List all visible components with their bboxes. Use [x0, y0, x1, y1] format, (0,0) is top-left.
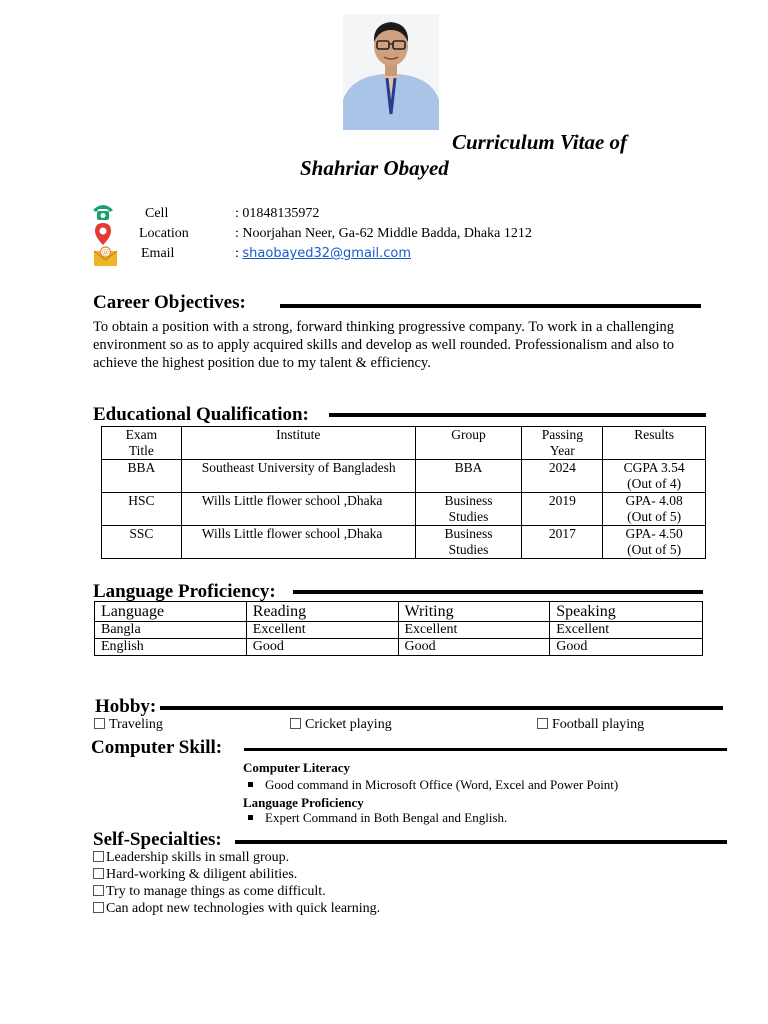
institute-cell: Southeast University of Bangladesh	[181, 460, 415, 493]
profile-photo-image	[343, 14, 439, 130]
career-text: To obtain a position with a strong, forward thinking progressive company. To work in a challenging environment so as to apply acquired skills and develop as well rounded. Professionalism and also to achieve the highest position due to my talent & efficiency.	[93, 319, 674, 371]
location-value: : Noorjahan Neer, Ga-62 Middle Badda, Dhaka 1212	[235, 226, 532, 241]
column-header: Reading	[246, 602, 398, 622]
career-divider	[280, 304, 701, 308]
list-item: Football playing	[537, 717, 644, 733]
list-item: Leadership skills in small group.	[93, 850, 289, 866]
profile-photo	[343, 14, 439, 130]
hobby-divider	[160, 706, 723, 710]
group-cell: BBA	[415, 460, 522, 493]
table-cell: Excellent	[398, 622, 550, 639]
table-row	[95, 622, 703, 639]
table-cell: Excellent	[246, 622, 398, 639]
education-heading: Educational Qualification:	[93, 404, 309, 425]
education-table	[101, 426, 706, 559]
table-header-row	[102, 427, 706, 460]
table-row	[95, 639, 703, 656]
language-heading: Language Proficiency:	[93, 581, 276, 602]
checkbox-icon	[93, 902, 104, 913]
column-header: Group	[415, 427, 522, 460]
hobby-heading: Hobby:	[95, 696, 157, 717]
column-header: Speaking	[550, 602, 703, 622]
table-cell: Good	[246, 639, 398, 656]
checkbox-icon	[94, 718, 105, 729]
table-cell: Bangla	[95, 622, 247, 639]
column-header: Exam Title	[102, 427, 182, 460]
exam-cell: BBA	[102, 460, 182, 493]
list-item: Try to manage things as come difficult.	[93, 884, 326, 900]
exam-cell: SSC	[102, 526, 182, 559]
table-row	[102, 493, 706, 526]
column-header: Writing	[398, 602, 550, 622]
list-item: Good command in Microsoft Office (Word, Excel and Power Point)	[248, 777, 618, 793]
email-link[interactable]: shaobayed32@gmail.com	[242, 246, 412, 261]
institute-cell: Wills Little flower school ,Dhaka	[181, 493, 415, 526]
table-cell: Excellent	[550, 622, 703, 639]
language-table	[94, 601, 703, 656]
result-cell: GPA- 4.50 (Out of 5)	[603, 526, 706, 559]
education-divider	[329, 413, 706, 417]
group-cell: Business Studies	[415, 493, 522, 526]
cell-value: : 01848135972	[235, 206, 320, 221]
year-cell: 2024	[522, 460, 603, 493]
bullet-icon	[248, 782, 253, 787]
column-header: Results	[603, 427, 706, 460]
location-label: Location	[139, 226, 189, 241]
table-row	[102, 526, 706, 559]
email-label: Email	[141, 246, 175, 261]
email-colon: :	[235, 246, 243, 261]
cv-title-name: Shahriar Obayed	[300, 156, 449, 180]
exam-cell: HSC	[102, 493, 182, 526]
table-cell: Good	[550, 639, 703, 656]
career-heading: Career Objectives:	[93, 292, 246, 313]
list-item: Hard-working & diligent abilities.	[93, 867, 297, 883]
svg-text:@: @	[102, 248, 109, 257]
result-cell: CGPA 3.54 (Out of 4)	[603, 460, 706, 493]
computer-skill-divider	[244, 748, 727, 751]
column-header: Passing Year	[522, 427, 603, 460]
table-header-row	[95, 602, 703, 622]
column-header: Language	[95, 602, 247, 622]
column-header: Institute	[181, 427, 415, 460]
checkbox-icon	[93, 851, 104, 862]
group-cell: Business Studies	[415, 526, 522, 559]
specialties-divider	[235, 840, 727, 844]
computer-literacy-heading: Computer Literacy	[243, 760, 350, 775]
checkbox-icon	[290, 718, 301, 729]
checkbox-icon	[93, 885, 104, 896]
checkbox-icon	[93, 868, 104, 879]
language-proficiency-subheading: Language Proficiency	[243, 795, 364, 810]
checkbox-icon	[537, 718, 548, 729]
email-row	[235, 246, 411, 262]
cell-label: Cell	[145, 206, 169, 221]
language-divider	[293, 590, 703, 594]
email-icon	[93, 245, 117, 269]
institute-cell: Wills Little flower school ,Dhaka	[181, 526, 415, 559]
result-cell: GPA- 4.08 (Out of 5)	[603, 493, 706, 526]
computer-skill-heading: Computer Skill:	[91, 737, 223, 758]
list-item: Can adopt new technologies with quick learning.	[93, 901, 380, 917]
location-pin-icon	[93, 222, 117, 246]
list-item: Cricket playing	[290, 717, 392, 733]
year-cell: 2017	[522, 526, 603, 559]
table-row	[102, 460, 706, 493]
list-item: Traveling	[94, 717, 163, 733]
specialties-heading: Self-Specialties:	[93, 829, 222, 850]
bullet-icon	[248, 815, 253, 820]
table-cell: English	[95, 639, 247, 656]
year-cell: 2019	[522, 493, 603, 526]
table-cell: Good	[398, 639, 550, 656]
list-item: Expert Command in Both Bengal and English.	[248, 810, 507, 826]
cv-title-line1: Curriculum Vitae of	[452, 130, 628, 154]
